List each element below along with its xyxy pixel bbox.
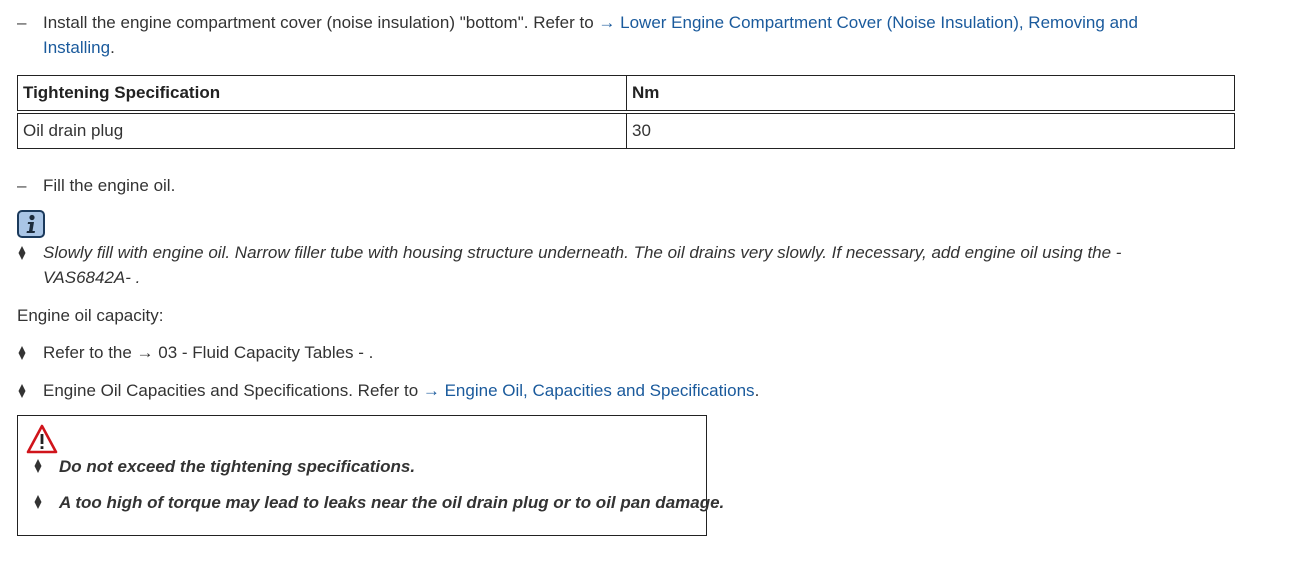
step-fill-oil: [17, 173, 417, 198]
engine-oil-specs-link[interactable]: → Engine Oil, Capacities and Specifications: [422, 381, 755, 400]
header-cell-nm: Nm: [627, 75, 1235, 111]
step-dash: –: [17, 176, 27, 195]
step-text: Install the engine compartment cover (noise insulation) "bottom". Refer to: [43, 13, 599, 32]
warning-text-2: A too high of torque may lead to leaks near the oil drain plug or to oil pan damage.: [59, 493, 725, 512]
cell-item: Oil drain plug: [17, 113, 627, 149]
step-text: Fill the engine oil.: [43, 176, 176, 195]
info-icon: [17, 210, 45, 238]
lower-engine-cover-link[interactable]: → Lower Engine Compartment Cover (Noise Insulation), Removing and: [598, 13, 1138, 32]
table-row: [17, 113, 1235, 149]
header-cell-spec: Tightening Specification: [17, 75, 627, 111]
capacity-item-2-period: .: [754, 381, 760, 400]
warning-box: [17, 415, 725, 536]
note-line-2: VAS6842A- .: [43, 268, 141, 287]
warning-bullet-icon: [33, 459, 43, 473]
capacity-item-2-text: Engine Oil Capacities and Specifications. Refer to: [43, 381, 423, 400]
capacity-item-1: Refer to the → 03 - Fluid Capacity Tables - .: [43, 343, 374, 362]
warning-triangle-icon: [26, 424, 58, 454]
step-dash: –: [17, 13, 27, 32]
table-header-row: [17, 75, 1235, 111]
step-period: .: [110, 38, 115, 57]
step-install-cover: [17, 10, 1217, 60]
note-text: [43, 240, 1243, 290]
note-line-1: Slowly fill with engine oil. Narrow filler tube with housing structure underneath. The oil drains very slowly. If necessary, add engine oil using the -: [43, 243, 1122, 262]
warning-text-1: Do not exceed the tightening specifications.: [59, 457, 416, 476]
capacity-bullet-icon: [17, 346, 27, 360]
capacity-label: Engine oil capacity:: [17, 306, 164, 325]
cell-value: 30: [627, 113, 1235, 149]
warning-bullet-icon: [33, 495, 43, 509]
tightening-spec-table: [17, 73, 1235, 151]
note-bullet-icon: [17, 246, 27, 260]
capacity-item-2: [43, 378, 759, 403]
lower-engine-cover-link-cont[interactable]: Installing: [43, 38, 111, 57]
capacity-bullet-icon: [17, 384, 27, 398]
